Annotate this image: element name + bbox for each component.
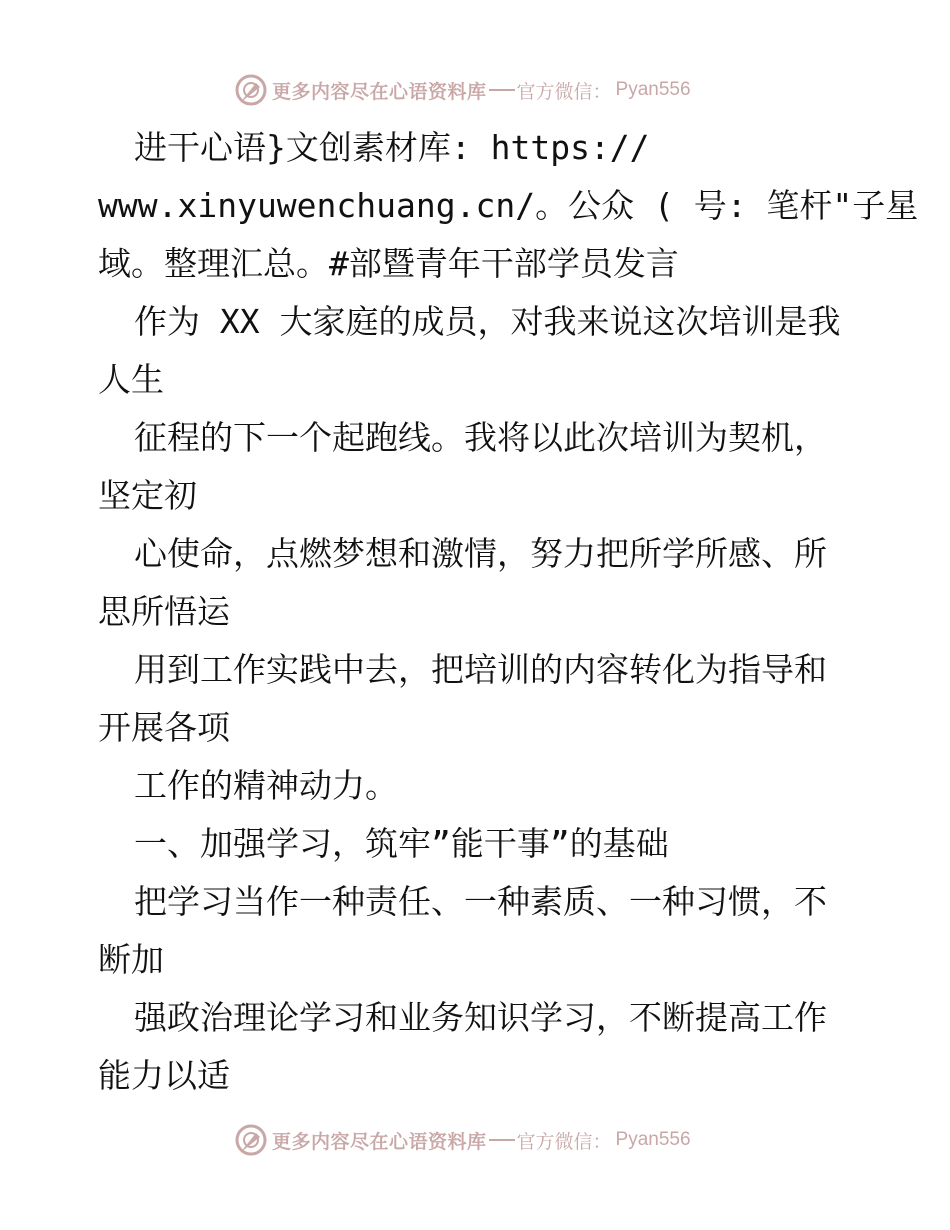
document-body [98,119,919,1105]
text-line: 心使命，点燃梦想和激情，努力把所学所感、所 [134,534,827,573]
header-watermark [234,72,714,108]
text-line: 进干心语}文创素材库: https:// [134,128,650,167]
watermark-wechat-id: Pyan556 [615,1129,691,1150]
section-heading: 一、加强学习，筑牢”能干事”的基础 [134,824,669,863]
watermark-official-label: 官方微信： [516,80,612,103]
watermark-wechat-id: Pyan556 [615,79,691,100]
text-line: 坚定初 [98,476,197,515]
quill-logo-icon [234,73,268,107]
watermark-site-text: 更多内容尽在心语资料库 [272,1130,487,1153]
text-line: 思所悟运 [98,592,230,631]
footer-watermark [234,1122,714,1158]
quill-logo-icon [234,1123,268,1157]
watermark-official-label: 官方微信： [516,1130,612,1153]
text-line: 开展各项 [98,708,230,747]
watermark-site-text: 更多内容尽在心语资料库 [272,80,487,103]
text-line: 把学习当作一种责任、一种素质、一种习惯，不 [134,882,827,921]
text-line: 域。整理汇总。#部暨青年干部学员发言 [98,244,679,283]
text-line: 断加 [98,940,164,979]
text-line: 人生 [98,360,164,399]
text-line: www.xinyuwenchuang.cn/。公众 ( 号: 笔杆"子星 [98,186,919,225]
watermark-dash [489,1139,515,1141]
text-line: 作为 XX 大家庭的成员，对我来说这次培训是我 [134,302,841,341]
text-line: 工作的精神动力。 [134,766,398,805]
text-line: 能力以适 [98,1056,230,1095]
text-line: 征程的下一个起跑线。我将以此次培训为契机， [134,418,827,457]
text-line: 用到工作实践中去，把培训的内容转化为指导和 [134,650,827,689]
text-line: 强政治理论学习和业务知识学习，不断提高工作 [134,998,827,1037]
watermark-dash [489,89,515,91]
